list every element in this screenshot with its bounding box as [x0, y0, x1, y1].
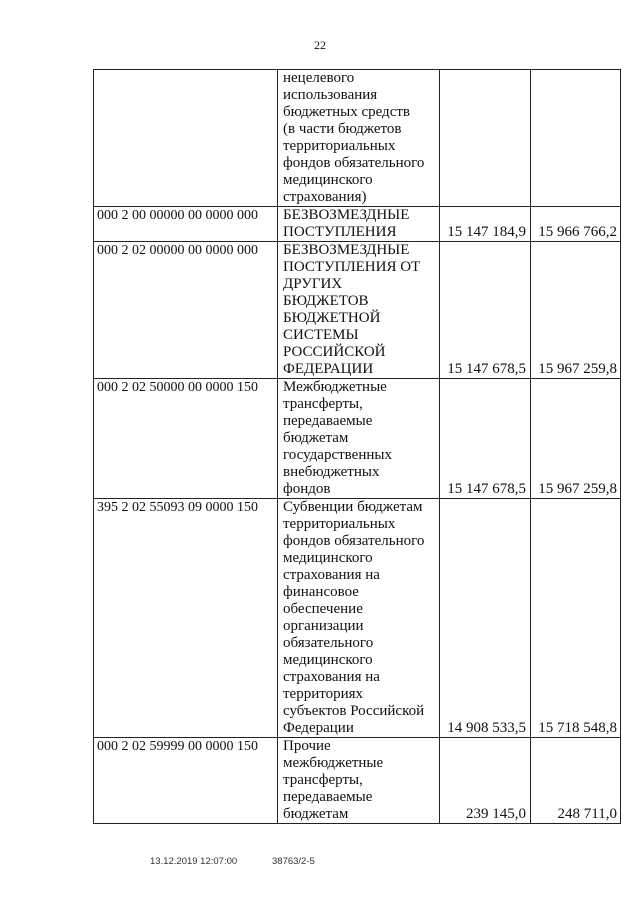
- income-name-cell: [278, 738, 440, 824]
- income-name-text: Межбюджетные трансферты, передаваемые бюджетам государственных внебюджетных фондов: [283, 379, 392, 497]
- income-name-cell: [278, 499, 440, 738]
- table-row: [94, 207, 621, 242]
- footer-document-id: 38763/2-5: [272, 856, 315, 867]
- amount-2020-cell: [440, 70, 531, 207]
- budget-code-cell: 000 2 02 59999 00 0000 150: [94, 738, 278, 824]
- budget-code-cell: [94, 70, 278, 207]
- table-row: [94, 738, 621, 824]
- amount-2020-cell: 239 145,0: [440, 738, 531, 824]
- income-name-text: БЕЗВОЗМЕЗДНЫЕ ПОСТУПЛЕНИЯ ОТ ДРУГИХ БЮДЖЕТОВ БЮДЖЕТНОЙ СИСТЕМЫ РОССИЙСКОЙ ФЕДЕРАЦИИ: [283, 242, 421, 377]
- amount-2021-cell: [531, 70, 621, 207]
- table-row: [94, 70, 621, 207]
- budget-code-cell: 000 2 00 00000 00 0000 000: [94, 207, 278, 242]
- table-row: [94, 499, 621, 738]
- income-name-cell: [278, 379, 440, 499]
- income-name-cell: [278, 242, 440, 379]
- budget-code-cell: 395 2 02 55093 09 0000 150: [94, 499, 278, 738]
- income-name-text: Субвенции бюджетам территориальных фондов обязательного медицинского страхования на финансовое обеспечение организации обязательного медицинского страхования на территориях субъектов Российской Федерации: [283, 499, 425, 736]
- amount-2021-cell: 248 711,0: [531, 738, 621, 824]
- income-name-cell: [278, 70, 440, 207]
- table-row: [94, 242, 621, 379]
- income-name-text: нецелевого использования бюджетных средств (в части бюджетов территориальных фондов обязательного медицинского страхования): [283, 70, 425, 205]
- amount-2021-cell: 15 718 548,8: [531, 499, 621, 738]
- amount-2020-cell: 15 147 184,9: [440, 207, 531, 242]
- footer-timestamp: 13.12.2019 12:07:00: [150, 856, 238, 867]
- amount-2021-cell: 15 967 259,8: [531, 242, 621, 379]
- budget-code-cell: 000 2 02 00000 00 0000 000: [94, 242, 278, 379]
- amount-2020-cell: 14 908 533,5: [440, 499, 531, 738]
- income-name-cell: [278, 207, 440, 242]
- amount-2020-cell: 15 147 678,5: [440, 242, 531, 379]
- income-name-text: БЕЗВОЗМЕЗДНЫЕ ПОСТУПЛЕНИЯ: [283, 207, 410, 240]
- budget-code-cell: 000 2 02 50000 00 0000 150: [94, 379, 278, 499]
- amount-2021-cell: 15 966 766,2: [531, 207, 621, 242]
- income-name-text: Прочие межбюджетные трансферты, передаваемые бюджетам: [283, 738, 384, 822]
- page-number: 22: [314, 38, 326, 52]
- budget-table: [93, 69, 621, 824]
- amount-2020-cell: 15 147 678,5: [440, 379, 531, 499]
- table-row: [94, 379, 621, 499]
- amount-2021-cell: 15 967 259,8: [531, 379, 621, 499]
